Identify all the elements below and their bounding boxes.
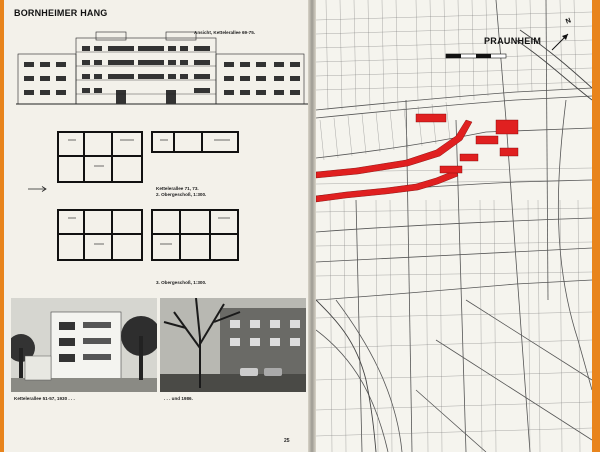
photo-1986 bbox=[160, 298, 306, 392]
scale-bar bbox=[446, 54, 506, 58]
north-arrow-icon bbox=[550, 30, 572, 52]
plan-caption-1a: Kettelerallee 71, 73. bbox=[156, 186, 199, 191]
plan-caption-2: 3. Obergeschoß, 1:300. bbox=[156, 280, 207, 285]
plan-caption-1b: 2. Obergeschoß, 1:300. bbox=[156, 192, 207, 197]
left-page bbox=[4, 0, 312, 452]
arrow-marker bbox=[28, 186, 48, 192]
page-number: 25 bbox=[284, 438, 290, 444]
photo-caption-1: Kettelerallee 51-57, 1930 . . . bbox=[14, 396, 75, 401]
floor-plan-upper bbox=[54, 126, 244, 188]
book-gutter bbox=[308, 0, 316, 452]
right-page-map bbox=[316, 0, 592, 452]
elevation-caption: Ansicht, Kettelerallee 69-75. bbox=[194, 30, 256, 35]
building-elevation-drawing bbox=[16, 24, 308, 108]
floor-plan-third bbox=[54, 204, 244, 270]
photo-1930 bbox=[11, 298, 157, 392]
page-title: BORNHEIMER HANG bbox=[14, 8, 108, 18]
north-label: N bbox=[564, 17, 573, 26]
site-map bbox=[316, 0, 592, 452]
map-title: PRAUNHEIM bbox=[484, 36, 542, 46]
photo-caption-2: . . . und 1986. bbox=[164, 396, 193, 401]
